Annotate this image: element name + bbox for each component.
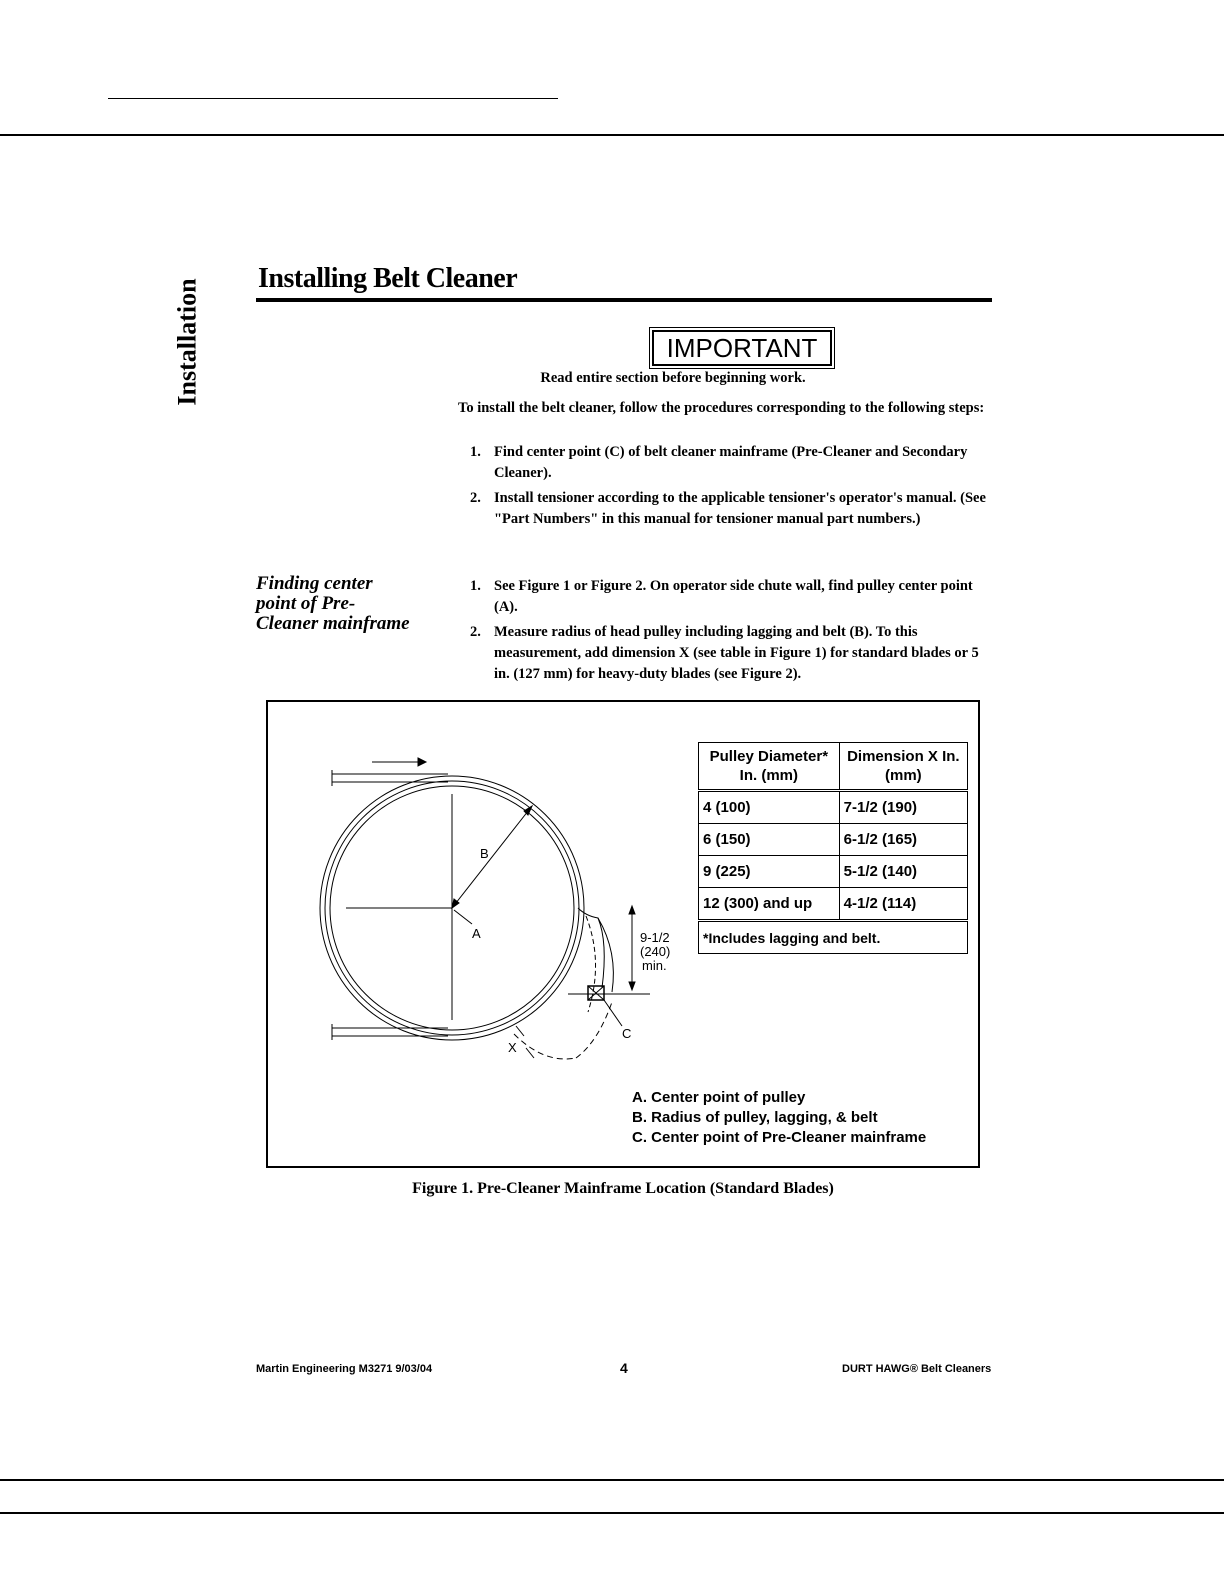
- section-side-tab-label: Installation: [173, 278, 202, 406]
- table-footnote: *Includes lagging and belt.: [699, 921, 968, 954]
- table-row: [699, 856, 968, 888]
- section-title: Installing Belt Cleaner: [258, 263, 518, 294]
- table-header-row: [699, 743, 968, 791]
- x-dimension-arc: [514, 1034, 576, 1059]
- legend-item-a: A. Center point of pulley: [632, 1089, 806, 1106]
- figure-1-frame: [266, 700, 980, 1168]
- table-footnote-row: [699, 921, 968, 954]
- cell-diameter: 9 (225): [699, 856, 840, 888]
- page-number: 4: [620, 1360, 628, 1376]
- cell-diameter: 12 (300) and up: [699, 888, 840, 921]
- step-number: 1.: [470, 578, 481, 594]
- section-side-tab: [168, 272, 208, 412]
- footer-left: Martin Engineering M3271 9/03/04: [256, 1363, 433, 1375]
- footer-rule-bottom: [0, 1512, 1224, 1514]
- step-number: 2.: [470, 624, 481, 640]
- a-leader-line: [454, 910, 472, 924]
- header-short-rule: [108, 98, 558, 99]
- step-text: Install tensioner according to the applicable tensioner's operator's manual. (See "Part Numbers" in this manual for tensioner manual part numbers.): [494, 490, 986, 527]
- table-row: [699, 888, 968, 921]
- step-number: 2.: [470, 490, 481, 506]
- label-b: B: [480, 846, 489, 861]
- header-pulley-diameter: Pulley Diameter* In. (mm): [699, 743, 840, 791]
- cell-dimension: 5-1/2 (140): [839, 856, 967, 888]
- label-x: X: [508, 1040, 517, 1055]
- table-row: [699, 791, 968, 824]
- list-item: [458, 442, 998, 484]
- important-label: IMPORTANT: [666, 332, 818, 363]
- label-a: A: [472, 926, 481, 941]
- title-underline: [256, 298, 992, 302]
- dim-min: min.: [642, 958, 667, 973]
- step-text: Find center point (C) of belt cleaner mainframe (Pre-Cleaner and Secondary Cleaner).: [494, 444, 968, 481]
- list-item: [458, 622, 998, 685]
- dim-metric: (240): [640, 944, 671, 959]
- step-text: See Figure 1 or Figure 2. On operator side chute wall, find pulley center point (A).: [494, 578, 973, 615]
- legend-item-c: C. Center point of Pre-Cleaner mainframe: [632, 1129, 927, 1146]
- center-point-steps-list: [458, 576, 998, 689]
- subsection-heading: Finding center point of Pre-Cleaner mainframe: [256, 573, 410, 634]
- intro-paragraph: To install the belt cleaner, follow the procedures corresponding to the following steps:: [458, 400, 985, 416]
- cell-diameter: 4 (100): [699, 791, 840, 824]
- radius-b-line: [452, 806, 532, 908]
- dim-value: 9-1/2: [640, 930, 670, 945]
- dimension-table: [698, 742, 968, 954]
- cell-diameter: 6 (150): [699, 824, 840, 856]
- important-notice-box: [652, 330, 832, 366]
- install-steps-list: [458, 442, 998, 534]
- direction-arrow-icon: [418, 758, 426, 766]
- label-c: C: [622, 1026, 632, 1041]
- c-leader-line: [604, 1000, 622, 1026]
- footer-right: DURT HAWG® Belt Cleaners: [842, 1363, 992, 1375]
- list-item: [458, 576, 998, 618]
- table-row: [699, 824, 968, 856]
- cell-dimension: 6-1/2 (165): [839, 824, 967, 856]
- cell-dimension: 4-1/2 (114): [839, 888, 967, 921]
- blade-outline: [578, 908, 604, 988]
- footer-rule-top: [0, 1479, 1224, 1481]
- list-item: [458, 488, 998, 530]
- header-dimension-x: Dimension X In. (mm): [839, 743, 967, 791]
- step-text: Measure radius of head pulley including lagging and belt (B). To this measurement, add dimension X (see table in Figure 1) for standard blades or 5 in. (127 mm) for heavy-duty blades (see Figure 2).: [494, 624, 979, 682]
- figure-legend: [632, 1088, 926, 1148]
- important-subtitle: Read entire section before beginning work.: [540, 370, 806, 386]
- header-full-rule: [0, 134, 1224, 136]
- cell-dimension: 7-1/2 (190): [839, 791, 967, 824]
- blade-tip-line: [598, 918, 613, 992]
- legend-item-b: B. Radius of pulley, lagging, & belt: [632, 1109, 878, 1126]
- step-number: 1.: [470, 444, 481, 460]
- figure-caption: Figure 1. Pre-Cleaner Mainframe Location (Standard Blades): [412, 1180, 834, 1197]
